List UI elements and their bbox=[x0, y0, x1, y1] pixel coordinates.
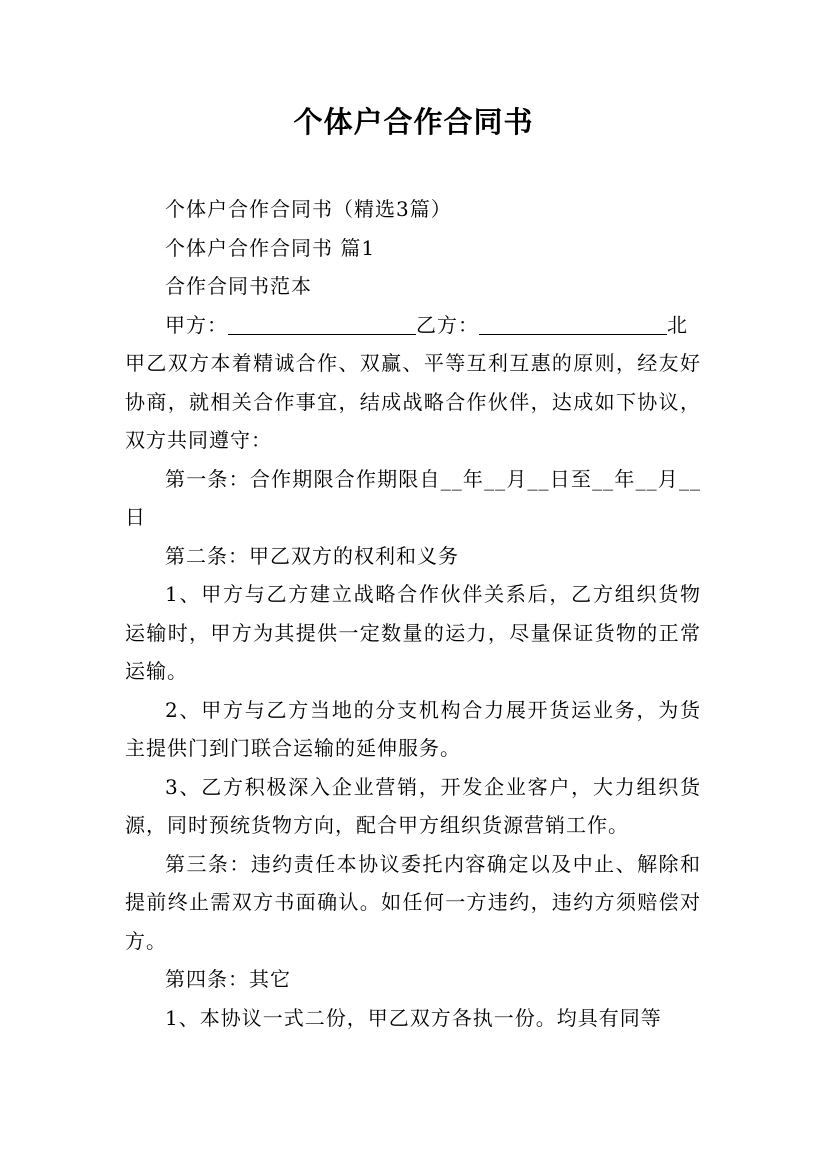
party-a-blank bbox=[228, 313, 416, 335]
paragraph-article-2-item-2: 2、甲方与乙方当地的分支机构合力展开货运业务，为货主提供门到门联合运输的延伸服务。 bbox=[125, 697, 701, 760]
paragraph-article-1: 第一条：合作期限合作期限自__年__月__日至__年__月__日 bbox=[125, 466, 701, 529]
paragraph-parties bbox=[125, 306, 701, 345]
paragraph-template-heading: 合作合同书范本 bbox=[165, 274, 312, 298]
paragraph-part-heading: 个体户合作合同书 篇1 bbox=[165, 235, 376, 260]
paragraph-article-2: 第二条：甲乙双方的权利和义务 bbox=[165, 543, 459, 568]
party-b-blank bbox=[479, 313, 667, 335]
paragraph-principle: 甲乙双方本着精诚合作、双赢、平等互利互惠的原则，经友好协商，就相关合作事宜，结成战略合作伙伴，达成如下协议，双方共同遵守： bbox=[125, 351, 701, 452]
party-trailing-char: 北 bbox=[667, 312, 688, 337]
document-title: 个体户合作合同书 bbox=[293, 105, 534, 139]
party-a-label: 甲方： bbox=[165, 312, 228, 337]
paragraph-article-4: 第四条：其它 bbox=[165, 967, 291, 991]
document-body bbox=[125, 190, 701, 1037]
paragraph-article-2-item-3: 3、乙方积极深入企业营销，开发企业客户，大力组织货源，同时预统货物方向，配合甲方组织货源营销工作。 bbox=[125, 774, 701, 837]
paragraph-subtitle: 个体户合作合同书（精选3篇） bbox=[165, 197, 452, 221]
paragraph-article-4-item-1: 1、本协议一式二份，甲乙双方各执一份。均具有同等 bbox=[165, 1005, 662, 1030]
paragraph-article-3: 第三条：违约责任本协议委托内容确定以及中止、解除和提前终止需双方书面确认。如任何一方违约，违约方须赔偿对方。 bbox=[125, 851, 701, 953]
paragraph-article-2-item-1: 1、甲方与乙方建立战略合作伙伴关系后，乙方组织货物运输时，甲方为其提供一定数量的运力，尽量保证货物的正常运输。 bbox=[125, 582, 701, 683]
party-b-label: 乙方： bbox=[416, 312, 479, 337]
